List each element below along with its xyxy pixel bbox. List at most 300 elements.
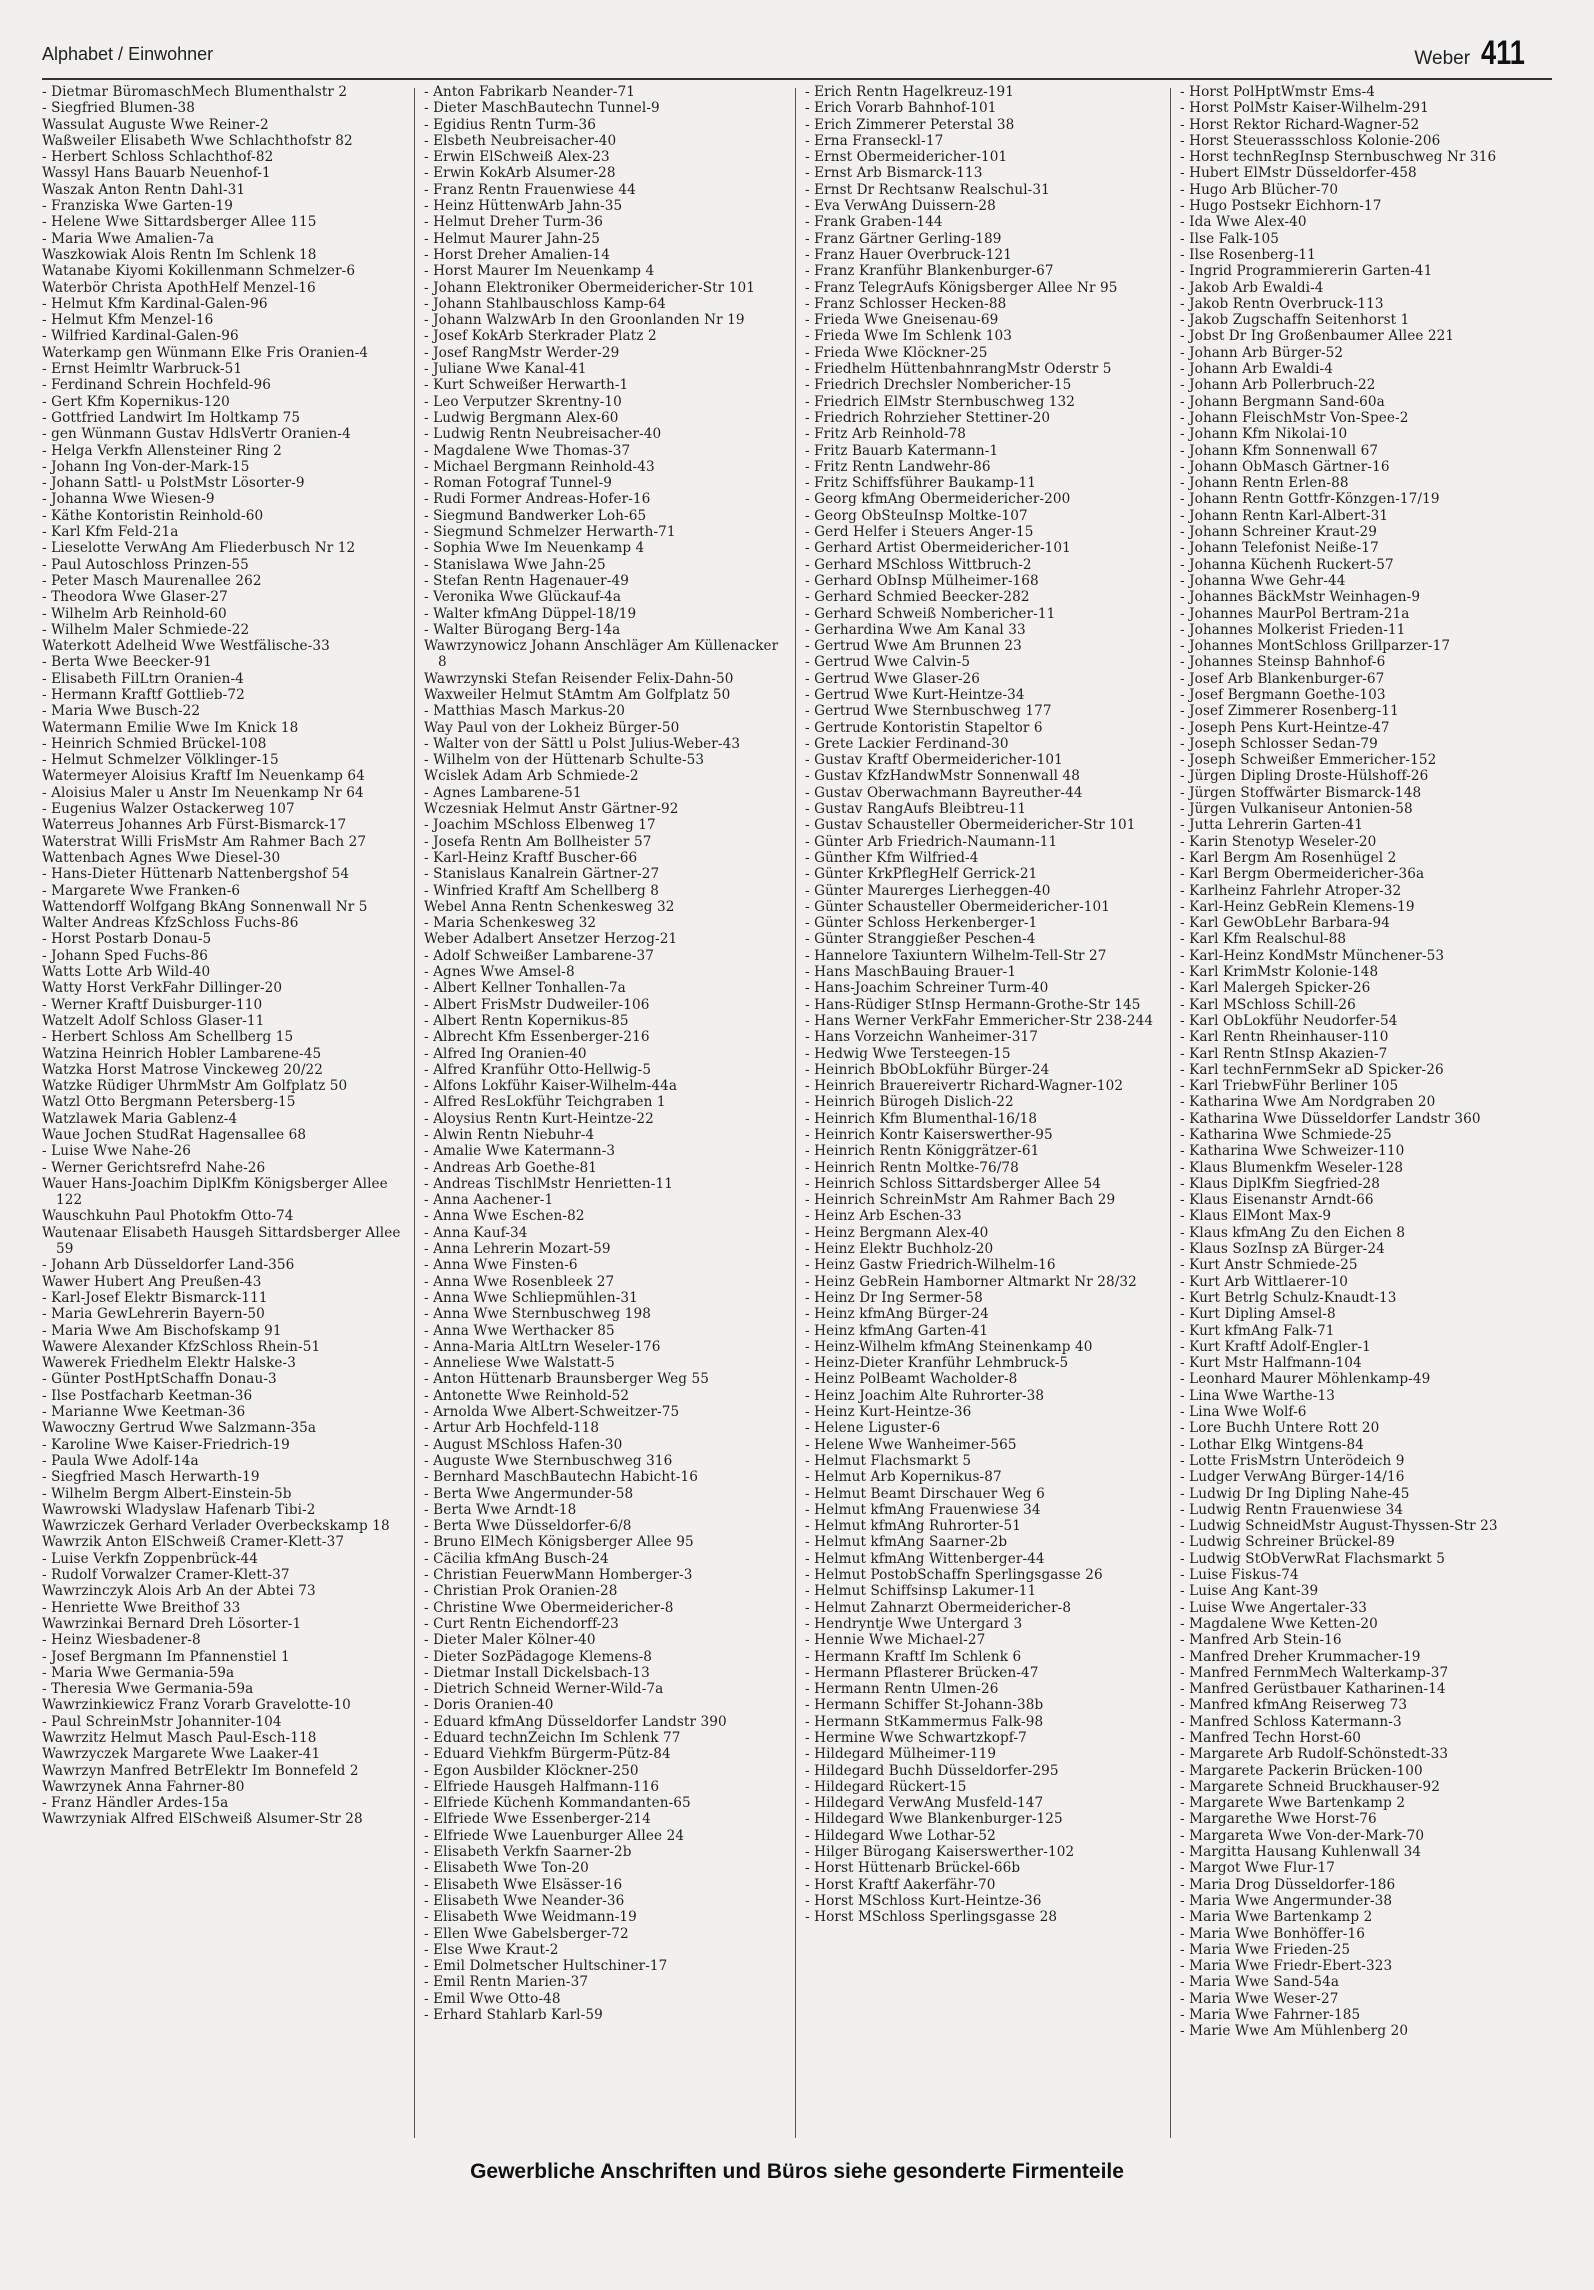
directory-entry: Watzke Rüdiger UhrmMstr Am Golfplatz 50 xyxy=(42,1078,348,1095)
directory-entry: - Ludwig StObVerwRat Flachsmarkt 5 xyxy=(1180,1550,1445,1567)
directory-entry: - Margitta Hausang Kuhlenwall 34 xyxy=(1180,1844,1422,1861)
directory-entry: - Gerhardina Wwe Am Kanal 33 xyxy=(805,621,1026,638)
directory-entry: - Helene Wwe Wanheimer-565 xyxy=(805,1436,1017,1453)
directory-entry: - Hugo Postsekr Eichhorn-17 xyxy=(1180,198,1382,215)
directory-entry: - Anneliese Wwe Walstatt-5 xyxy=(424,1355,615,1372)
directory-entry: - Helmut Schiffsinsp Lakumer-11 xyxy=(805,1583,1037,1600)
directory-entry: - Johannes MontSchloss Grillparzer-17 xyxy=(1180,638,1451,655)
directory-entry: - Heinz kfmAng Bürger-24 xyxy=(805,1306,989,1323)
header-rule xyxy=(42,78,1552,80)
directory-entry: Watzlawek Maria Gablenz-4 xyxy=(42,1110,238,1127)
directory-entry: - Helmut Arb Kopernikus-87 xyxy=(805,1469,1002,1486)
directory-entry: - Helmut Zahnarzt Obermeidericher-8 xyxy=(805,1599,1072,1616)
directory-entry: - Margareta Wwe Von-der-Mark-70 xyxy=(1180,1827,1425,1844)
directory-entry: - Horst Hüttenarb Brückel-66b xyxy=(805,1860,1021,1877)
directory-entry: Wawrzyniak Alfred ElSchweiß Alsumer-Str 28 xyxy=(42,1811,363,1828)
directory-entry: - Klaus Blumenkfm Weseler-128 xyxy=(1180,1159,1404,1176)
directory-entry: - Erich Zimmerer Peterstal 38 xyxy=(805,116,1015,133)
directory-entry: - Margarete Schneid Bruckhauser-92 xyxy=(1180,1778,1440,1795)
directory-entry: - Dietmar BüromaschMech Blumenthalstr 2 xyxy=(42,84,348,100)
directory-entry: - Kurt Kraftf Adolf-Engler-1 xyxy=(1180,1338,1371,1355)
directory-entry: - Emil Dolmetscher Hultschiner-17 xyxy=(424,1958,668,1975)
directory-entry: - Christine Wwe Obermeidericher-8 xyxy=(424,1599,674,1616)
directory-entry: Wawrzyczek Margarete Wwe Laaker-41 xyxy=(42,1746,321,1763)
directory-entry: - Elfriede Küchenh Kommandanten-65 xyxy=(424,1795,691,1812)
directory-entry: - Hermine Wwe Schwartzkopf-7 xyxy=(805,1729,1027,1746)
directory-entry: - Heinz Bergmann Alex-40 xyxy=(805,1224,989,1241)
directory-entry: - Hans-Joachim Schreiner Turm-40 xyxy=(805,980,1049,997)
directory-entry: Waterkott Adelheid Wwe Westfälische-33 xyxy=(42,638,330,655)
directory-entry: - Gustav RangAufs Bleibtreu-11 xyxy=(805,801,1027,818)
directory-entry: - Margarethe Wwe Horst-76 xyxy=(1180,1811,1377,1828)
directory-entry: Wautenaar Elisabeth Hausgeh Sittardsberger Allee 59 xyxy=(42,1224,401,1258)
directory-entry: - Magdalene Wwe Ketten-20 xyxy=(1180,1615,1378,1632)
directory-entry: - Maria Drog Düsseldorfer-186 xyxy=(1180,1876,1396,1893)
directory-entry: - Anna Aachener-1 xyxy=(424,1192,554,1209)
directory-entry: Wawrowski Wladyslaw Hafenarb Tibi-2 xyxy=(42,1501,316,1518)
directory-entry: - Karl-Heinz Kraftf Buscher-66 xyxy=(424,849,638,866)
directory-entry: - Else Wwe Kraut-2 xyxy=(424,1941,559,1958)
directory-entry: - Andreas Arb Goethe-81 xyxy=(424,1159,598,1176)
directory-entry: - Manfred FernmMech Walterkamp-37 xyxy=(1180,1664,1449,1681)
directory-entry: Watzl Otto Bergmann Petersberg-15 xyxy=(42,1094,296,1111)
directory-entry: - Erich Rentn Hagelkreuz-191 xyxy=(805,84,1015,100)
directory-entry: - Henriette Wwe Breithof 33 xyxy=(42,1599,241,1616)
directory-entry: - Frieda Wwe Gneisenau-69 xyxy=(805,312,999,329)
directory-entry: - Gertrud Wwe Glaser-26 xyxy=(805,670,981,687)
directory-entry: - Luise Ang Kant-39 xyxy=(1180,1583,1319,1600)
directory-entry: - Gertrud Wwe Sternbuschweg 177 xyxy=(805,703,1052,720)
directory-entry: - Anna Wwe Sternbuschweg 198 xyxy=(424,1306,651,1323)
directory-entry: - Wilhelm Maler Schmiede-22 xyxy=(42,621,250,638)
directory-entry: - Manfred Arb Stein-16 xyxy=(1180,1632,1342,1649)
directory-entry: - Heinz HüttenwArb Jahn-35 xyxy=(424,198,623,215)
directory-entry: - Maria Wwe Fahrner-185 xyxy=(1180,2007,1361,2024)
directory-entry: - Franz Gärtner Gerling-189 xyxy=(805,230,1002,247)
directory-entry: - Elfriede Wwe Essenberger-214 xyxy=(424,1811,651,1828)
directory-entry: - Jakob Rentn Overbruck-113 xyxy=(1180,295,1384,312)
directory-entry: - Alfred Ing Oranien-40 xyxy=(424,1045,587,1062)
directory-entry: - Elisabeth Verkfn Saarner-2b xyxy=(424,1844,632,1861)
directory-entry: - Heinz Elektr Buchholz-20 xyxy=(805,1241,994,1258)
directory-entry: - Joseph Schweißer Emmericher-152 xyxy=(1180,752,1437,769)
directory-entry: - Hannelore Taxiuntern Wilhelm-Tell-Str 27 xyxy=(805,947,1107,964)
directory-entry: - Wilhelm von der Hüttenarb Schulte-53 xyxy=(424,752,705,769)
directory-entry: - Matthias Masch Markus-20 xyxy=(424,703,626,720)
directory-entry: - Dieter SozPädagoge Klemens-8 xyxy=(424,1648,653,1665)
directory-entry: Watanabe Kiyomi Kokillenmann Schmelzer-6 xyxy=(42,263,356,280)
directory-entry: - Karoline Wwe Kaiser-Friedrich-19 xyxy=(42,1436,290,1453)
directory-columns xyxy=(42,84,1552,2144)
directory-entry: - Heinz GebRein Hamborner Altmarkt Nr 28/32 xyxy=(805,1273,1137,1290)
directory-entry: - Berta Wwe Angermunder-58 xyxy=(424,1485,634,1502)
directory-entry: - Günter KrkPflegHelf Gerrick-21 xyxy=(805,866,1038,883)
directory-entry: - Maria Wwe Germania-59a xyxy=(42,1664,235,1681)
directory-entry: - Helmut Dreher Turm-36 xyxy=(424,214,604,231)
directory-entry: - Karl Kfm Realschul-88 xyxy=(1180,931,1347,948)
directory-entry: - Heinrich Rentn Moltke-76/78 xyxy=(805,1159,1019,1176)
directory-entry: - Georg kfmAng Obermeidericher-200 xyxy=(805,491,1071,508)
directory-entry: - Günter PostHptSchaffn Donau-3 xyxy=(42,1371,277,1388)
directory-entry: - Ludger VerwAng Bürger-14/16 xyxy=(1180,1469,1405,1486)
directory-entry: - Luise Wwe Nahe-26 xyxy=(42,1143,191,1160)
directory-entry: Wcislek Adam Arb Schmiede-2 xyxy=(424,768,639,785)
directory-entry: - Gustav Schausteller Obermeidericher-Str 101 xyxy=(805,817,1136,834)
directory-column-4 xyxy=(1180,84,1540,2144)
directory-entry: - Albert Rentn Kopernikus-85 xyxy=(424,1012,629,1029)
directory-entry: - Margarete Wwe Bartenkamp 2 xyxy=(1180,1795,1406,1812)
directory-entry: - Jürgen Stoffwärter Bismarck-148 xyxy=(1180,784,1422,801)
directory-entry: - Walter kfmAng Düppel-18/19 xyxy=(424,605,637,622)
directory-entry: Waßweiler Elisabeth Wwe Schlachthofstr 82 xyxy=(42,132,353,149)
directory-entry: - Albert Kellner Tonhallen-7a xyxy=(424,980,626,997)
directory-entry: - Josefa Rentn Am Bollheister 57 xyxy=(424,833,652,850)
directory-entry: - Siegfried Blumen-38 xyxy=(42,100,196,117)
directory-column-1 xyxy=(42,84,402,2144)
directory-entry: - Johann Arb Düsseldorfer Land-356 xyxy=(42,1257,295,1274)
directory-entry: - Helmut kfmAng Ruhrorter-51 xyxy=(805,1518,1021,1535)
directory-entry: - Marie Wwe Am Mühlenberg 20 xyxy=(1180,2023,1409,2040)
directory-entry: - Dieter MaschBautechn Tunnel-9 xyxy=(424,100,660,117)
directory-entry: - Gerhard Artist Obermeidericher-101 xyxy=(805,540,1071,557)
directory-entry: - Hilger Bürogang Kaiserswerther-102 xyxy=(805,1844,1075,1861)
directory-entry: - Gertrude Kontoristin Stapeltor 6 xyxy=(805,719,1043,736)
directory-entry: - Ingrid Programmiererin Garten-41 xyxy=(1180,263,1433,280)
directory-entry: - Ludwig Bergmann Alex-60 xyxy=(424,409,619,426)
directory-entry: - Günter Schausteller Obermeidericher-101 xyxy=(805,898,1111,915)
directory-entry: - Artur Arb Hochfeld-118 xyxy=(424,1420,600,1437)
directory-entry: - Egon Ausbilder Klöckner-250 xyxy=(424,1762,639,1779)
directory-entry: - Klaus Eisenanstr Arndt-66 xyxy=(1180,1192,1374,1209)
directory-entry: - Erhard Stahlarb Karl-59 xyxy=(424,2007,603,2024)
directory-entry: - Helmut Maurer Jahn-25 xyxy=(424,230,600,247)
directory-entry: - Ernst Arb Bismarck-113 xyxy=(805,165,983,182)
directory-entry: Watermeyer Aloisius Kraftf Im Neuenkamp 64 xyxy=(42,768,365,785)
directory-entry: Watzina Heinrich Hobler Lambarene-45 xyxy=(42,1045,322,1062)
directory-entry: - Manfred Gerüstbauer Katharinen-14 xyxy=(1180,1681,1446,1698)
directory-entry: Wattenbach Agnes Wwe Diesel-30 xyxy=(42,849,281,866)
directory-entry: - Maria Wwe Weser-27 xyxy=(1180,1990,1339,2007)
directory-entry: - Heinz PolBeamt Wacholder-8 xyxy=(805,1371,1018,1388)
directory-entry: Wawrzynek Anna Fahrner-80 xyxy=(42,1778,245,1795)
directory-entry: - Johann Sattl- u PolstMstr Lösorter-9 xyxy=(42,475,305,492)
directory-entry: - Maria Wwe Amalien-7a xyxy=(42,230,215,247)
directory-entry: Wawrzinkai Bernard Dreh Lösorter-1 xyxy=(42,1615,302,1632)
directory-entry: - Karl-Heinz GebRein Klemens-19 xyxy=(1180,898,1415,915)
directory-entry: - Paula Wwe Adolf-14a xyxy=(42,1452,199,1469)
directory-entry: - Heinrich Rentn Königgrätzer-61 xyxy=(805,1143,1040,1160)
directory-entry: - Klaus SozInsp zA Bürger-24 xyxy=(1180,1241,1385,1258)
directory-entry: - Manfred Schloss Katermann-3 xyxy=(1180,1713,1402,1730)
directory-entry: - Jürgen Vulkaniseur Antonien-58 xyxy=(1180,801,1413,818)
directory-entry: - Siegfried Masch Herwarth-19 xyxy=(42,1469,260,1486)
directory-entry: - Curt Rentn Eichendorff-23 xyxy=(424,1615,619,1632)
directory-entry: - Leo Verputzer Skrentny-10 xyxy=(424,393,622,410)
directory-entry: - Johann Rentn Karl-Albert-31 xyxy=(1180,507,1389,524)
directory-entry: - Stanislaus Kanalrein Gärtner-27 xyxy=(424,866,660,883)
directory-entry: - Karl Bergm Am Rosenhügel 2 xyxy=(1180,849,1397,866)
directory-entry: - Johann Arb Bürger-52 xyxy=(1180,344,1344,361)
directory-entry: - Maria GewLehrerin Bayern-50 xyxy=(42,1306,265,1323)
directory-entry: - Eva VerwAng Duissern-28 xyxy=(805,198,996,215)
directory-entry: - Agnes Lambarene-51 xyxy=(424,784,582,801)
directory-entry: - Amalie Wwe Katermann-3 xyxy=(424,1143,616,1160)
directory-entry: - Karl Malergeh Spicker-26 xyxy=(1180,980,1371,997)
directory-entry: - Hans MaschBauing Brauer-1 xyxy=(805,964,1017,981)
directory-entry: - Johann ObMasch Gärtner-16 xyxy=(1180,458,1390,475)
directory-entry: - Kurt Dipling Amsel-8 xyxy=(1180,1306,1336,1323)
directory-entry: - Gerd Helfer i Steuers Anger-15 xyxy=(805,524,1034,541)
directory-entry: Wauschkuhn Paul Photokfm Otto-74 xyxy=(42,1208,294,1225)
directory-entry: - Marianne Wwe Keetman-36 xyxy=(42,1404,246,1421)
footer-note: Gewerbliche Anschriften und Büros siehe gesonderte Firmenteile xyxy=(470,2160,1124,2183)
directory-entry: Wawoczny Gertrud Wwe Salzmann-35a xyxy=(42,1420,317,1437)
directory-entry: - Anna Wwe Rosenbleek 27 xyxy=(424,1273,615,1290)
directory-entry: - Grete Lackier Ferdinand-30 xyxy=(805,735,1009,752)
directory-entry: - Manfred Dreher Krummacher-19 xyxy=(1180,1648,1421,1665)
directory-entry: - Hermann StKammermus Falk-98 xyxy=(805,1713,1044,1730)
directory-entry: - Jakob Arb Ewaldi-4 xyxy=(1180,279,1324,296)
directory-entry: - Ida Wwe Alex-40 xyxy=(1180,214,1307,231)
directory-entry: - Juliane Wwe Kanal-41 xyxy=(424,361,587,378)
directory-entry: - Friedrich ElMstr Sternbuschweg 132 xyxy=(805,393,1076,410)
directory-entry: Wawrzitz Helmut Masch Paul-Esch-118 xyxy=(42,1729,317,1746)
directory-entry: Watzka Horst Matrose Vinckeweg 20/22 xyxy=(42,1061,324,1078)
directory-entry: - Erich Vorarb Bahnhof-101 xyxy=(805,100,997,117)
directory-entry: - Lieselotte VerwAng Am Fliederbusch Nr 12 xyxy=(42,540,356,557)
directory-entry: - Anna Wwe Schliepmühlen-31 xyxy=(424,1289,638,1306)
directory-entry: Wauer Hans-Joachim DiplKfm Königsberger Allee 122 xyxy=(42,1175,388,1209)
directory-entry: - Johann Telefonist Neiße-17 xyxy=(1180,540,1379,557)
directory-entry: - Johann Elektroniker Obermeidericher-Str 101 xyxy=(424,279,755,296)
directory-entry: Weber Adalbert Ansetzer Herzog-21 xyxy=(424,931,678,948)
directory-entry: - Josef Bergmann Goethe-103 xyxy=(1180,686,1386,703)
directory-entry: - Wilhelm Arb Reinhold-60 xyxy=(42,605,227,622)
directory-entry: Waterstrat Willi FrisMstr Am Rahmer Bach 27 xyxy=(42,833,367,850)
directory-entry: - Eduard technZeichn Im Schlenk 77 xyxy=(424,1729,681,1746)
directory-entry: - Franz Kranführ Blankenburger-67 xyxy=(805,263,1054,280)
directory-entry: - Frieda Wwe Im Schlenk 103 xyxy=(805,328,1012,345)
directory-entry: - Günter Schloss Herkenberger-1 xyxy=(805,915,1038,932)
directory-entry: - Maria Wwe Sand-54a xyxy=(1180,1974,1340,1991)
directory-entry: - Bernhard MaschBautechn Habicht-16 xyxy=(424,1469,698,1486)
directory-entry: - Johann Kfm Sonnenwall 67 xyxy=(1180,442,1379,459)
directory-entry: - Karl technFernmSekr aD Spicker-26 xyxy=(1180,1061,1444,1078)
directory-entry: - Karl-Heinz KondMstr Münchener-53 xyxy=(1180,947,1445,964)
directory-entry: - Karl MSchloss Schill-26 xyxy=(1180,996,1356,1013)
directory-entry: - Gerhard MSchloss Wittbruch-2 xyxy=(805,556,1032,573)
directory-entry: - Hendryntje Wwe Untergard 3 xyxy=(805,1615,1023,1632)
directory-entry: - Adolf Schweißer Lambarene-37 xyxy=(424,947,655,964)
directory-entry: - Maria Wwe Busch-22 xyxy=(42,703,201,720)
directory-entry: - Gerhard ObInsp Mülheimer-168 xyxy=(805,572,1039,589)
directory-entry: - Maria Schenkesweg 32 xyxy=(424,915,597,932)
directory-entry: - Margarete Packerin Brücken-100 xyxy=(1180,1762,1423,1779)
directory-entry: - Paul SchreinMstr Johanniter-104 xyxy=(42,1713,282,1730)
directory-entry: - Johanna Küchenh Ruckert-57 xyxy=(1180,556,1394,573)
directory-entry: - Joseph Pens Kurt-Heintze-47 xyxy=(1180,719,1390,736)
directory-entry: - Johann Rentn Erlen-88 xyxy=(1180,475,1349,492)
directory-entry: - Horst Postarb Donau-5 xyxy=(42,931,212,948)
directory-entry: - Karl Rentn StInsp Akazien-7 xyxy=(1180,1045,1388,1062)
directory-entry: - Eduard kfmAng Düsseldorfer Landstr 390 xyxy=(424,1713,727,1730)
directory-entry: - Friedrich Rohrzieher Stettiner-20 xyxy=(805,409,1051,426)
directory-entry: - Franz Schlosser Hecken-88 xyxy=(805,295,1007,312)
directory-entry: - Kurt Betrlg Schulz-Knaudt-13 xyxy=(1180,1289,1397,1306)
directory-entry: - Alfons Lokführ Kaiser-Wilhelm-44a xyxy=(424,1078,678,1095)
directory-entry: - Franziska Wwe Garten-19 xyxy=(42,198,233,215)
directory-entry: - Elisabeth Wwe Weidmann-19 xyxy=(424,1909,637,1926)
directory-entry: - Elfriede Wwe Lauenburger Allee 24 xyxy=(424,1827,685,1844)
directory-entry: - Johannes Steinsp Bahnhof-6 xyxy=(1180,654,1386,671)
directory-entry: - Siegmund Bandwerker Loh-65 xyxy=(424,507,647,524)
directory-entry: - Heinz Joachim Alte Ruhrorter-38 xyxy=(805,1387,1045,1404)
directory-entry: - Lotte FrisMstrn Unterödeich 9 xyxy=(1180,1452,1405,1469)
directory-entry: - Aloysius Rentn Kurt-Heintze-22 xyxy=(424,1110,654,1127)
directory-entry: - Heinrich Bürogeh Dislich-22 xyxy=(805,1094,1014,1111)
running-head-name: Weber xyxy=(1414,48,1471,69)
directory-entry: - Herbert Schloss Am Schellberg 15 xyxy=(42,1029,294,1046)
directory-entry: - Lina Wwe Warthe-13 xyxy=(1180,1387,1335,1404)
directory-entry: Waxweiler Helmut StAmtm Am Golfplatz 50 xyxy=(424,686,731,703)
directory-entry: - Heinz Kurt-Heintze-36 xyxy=(805,1404,972,1421)
directory-entry: - Johann Arb Pollerbruch-22 xyxy=(1180,377,1376,394)
directory-entry: - Horst PolHptWmstr Ems-4 xyxy=(1180,84,1376,100)
directory-entry: - Johannes BäckMstr Weinhagen-9 xyxy=(1180,589,1421,606)
directory-entry: - Helmut PostobSchaffn Sperlingsgasse 26 xyxy=(805,1567,1103,1584)
directory-entry: - Josef Arb Blankenburger-67 xyxy=(1180,670,1385,687)
directory-entry: Walter Andreas KfzSchloss Fuchs-86 xyxy=(42,915,299,932)
directory-entry: - Peter Masch Maurenallee 262 xyxy=(42,572,262,589)
directory-entry: - Luise Wwe Angertaler-33 xyxy=(1180,1599,1368,1616)
directory-entry: - Helmut kfmAng Wittenberger-44 xyxy=(805,1550,1045,1567)
directory-entry: - Horst Rektor Richard-Wagner-52 xyxy=(1180,116,1420,133)
directory-entry: - Lothar Elkg Wintgens-84 xyxy=(1180,1436,1364,1453)
directory-entry: - Jakob Zugschaffn Seitenhorst 1 xyxy=(1180,312,1410,329)
directory-entry: - Werner Gerichtsrefrd Nahe-26 xyxy=(42,1159,266,1176)
directory-entry: - Johannes MaurPol Bertram-21a xyxy=(1180,605,1410,622)
directory-entry: - Gustav Kraftf Obermeidericher-101 xyxy=(805,752,1063,769)
directory-entry: - Josef Bergmann Im Pfannenstiel 1 xyxy=(42,1648,290,1665)
directory-entry: - Heinrich SchreinMstr Am Rahmer Bach 29 xyxy=(805,1192,1116,1209)
directory-entry: - Klaus kfmAng Zu den Eichen 8 xyxy=(1180,1224,1406,1241)
directory-entry: - Karl Bergm Obermeidericher-36a xyxy=(1180,866,1425,883)
directory-entry: - Heinz-Wilhelm kfmAng Steinenkamp 40 xyxy=(805,1338,1093,1355)
directory-entry: - Karl ObLokführ Neudorfer-54 xyxy=(1180,1012,1398,1029)
directory-entry: - Lore Buchh Untere Rott 20 xyxy=(1180,1420,1380,1437)
directory-entry: - Luise Verkfn Zoppenbrück-44 xyxy=(42,1550,259,1567)
directory-entry: - Ernst Dr Rechtsanw Realschul-31 xyxy=(805,181,1050,198)
directory-entry: - Werner Kraftf Duisburger-110 xyxy=(42,996,263,1013)
directory-entry: - Rudolf Vorwalzer Cramer-Klett-37 xyxy=(42,1567,290,1584)
directory-entry: - Paul Autoschloss Prinzen-55 xyxy=(42,556,249,573)
directory-entry: - Walter Bürogang Berg-14a xyxy=(424,621,621,638)
directory-entry: - Doris Oranien-40 xyxy=(424,1697,554,1714)
directory-entry: Watermann Emilie Wwe Im Knick 18 xyxy=(42,719,299,736)
directory-entry: Wassulat Auguste Wwe Reiner-2 xyxy=(42,116,269,133)
directory-entry: - Katharina Wwe Schweizer-110 xyxy=(1180,1143,1405,1160)
directory-entry: Wawrzinkiewicz Franz Vorarb Gravelotte-10 xyxy=(42,1697,351,1714)
directory-entry: - Kurt Arb Wittlaerer-10 xyxy=(1180,1273,1348,1290)
directory-entry: - Veronika Wwe Glückauf-4a xyxy=(424,589,622,606)
directory-entry: - Kurt Schweißer Herwarth-1 xyxy=(424,377,629,394)
directory-entry: - Hildegard Wwe Blankenburger-125 xyxy=(805,1811,1063,1828)
directory-entry: - Heinz kfmAng Garten-41 xyxy=(805,1322,989,1339)
directory-entry: - Ernst Heimltr Warbruck-51 xyxy=(42,361,243,378)
directory-entry: - Heinrich Brauereivertr Richard-Wagner-102 xyxy=(805,1078,1124,1095)
directory-entry: Waszak Anton Rentn Dahl-31 xyxy=(42,181,246,198)
directory-entry: - Ilse Falk-105 xyxy=(1180,230,1279,247)
directory-entry: - Klaus DiplKfm Siegfried-28 xyxy=(1180,1175,1380,1192)
directory-entry: - Joseph Schlosser Sedan-79 xyxy=(1180,735,1378,752)
directory-entry: - Andreas TischlMstr Henrietten-11 xyxy=(424,1175,673,1192)
directory-entry: - Hermann Kraftf Gottlieb-72 xyxy=(42,686,245,703)
directory-entry: - Hildegard Mülheimer-119 xyxy=(805,1746,997,1763)
directory-entry: - Rudi Former Andreas-Hofer-16 xyxy=(424,491,651,508)
directory-entry: - Stanislawa Wwe Jahn-25 xyxy=(424,556,606,573)
directory-entry: - Sophia Wwe Im Neuenkamp 4 xyxy=(424,540,645,557)
directory-entry: - Helene Liguster-6 xyxy=(805,1420,941,1437)
directory-entry: - Egidius Rentn Turm-36 xyxy=(424,116,596,133)
directory-entry: - Emil Wwe Otto-48 xyxy=(424,1990,561,2007)
directory-entry: - Hermann Schiffer St-Johann-38b xyxy=(805,1697,1044,1714)
directory-entry: - Elisabeth FilLtrn Oranien-4 xyxy=(42,670,244,687)
directory-entry: - Karl GewObLehr Barbara-94 xyxy=(1180,915,1390,932)
directory-entry: - Anna Wwe Werthacker 85 xyxy=(424,1322,615,1339)
directory-entry: - Cäcilia kfmAng Busch-24 xyxy=(424,1550,609,1567)
directory-entry: - Alfred Kranführ Otto-Hellwig-5 xyxy=(424,1061,652,1078)
directory-entry: - Christian FeuerwMann Homberger-3 xyxy=(424,1567,693,1584)
directory-entry: - Winfried Kraftf Am Schellberg 8 xyxy=(424,882,659,899)
page-header xyxy=(42,34,1536,78)
directory-entry: - Aloisius Maler u Anstr Im Neuenkamp Nr 64 xyxy=(42,784,364,801)
directory-entry: - Berta Wwe Düsseldorfer-6/8 xyxy=(424,1518,632,1535)
directory-entry: - Anna Wwe Eschen-82 xyxy=(424,1208,585,1225)
directory-entry: - Günther Kfm Wilfried-4 xyxy=(805,849,979,866)
directory-entry: - Hugo Arb Blücher-70 xyxy=(1180,181,1339,198)
directory-entry: - Heinrich Schloss Sittardsberger Allee 54 xyxy=(805,1175,1102,1192)
directory-entry: - Frank Graben-144 xyxy=(805,214,943,231)
directory-entry: - August MSchloss Hafen-30 xyxy=(424,1436,623,1453)
directory-entry: - Helmut Schmelzer Völklinger-15 xyxy=(42,752,279,769)
directory-entry: - Gertrud Wwe Kurt-Heintze-34 xyxy=(805,686,1025,703)
directory-entry: - Dietmar Install Dickelsbach-13 xyxy=(424,1664,650,1681)
directory-entry: - Horst Maurer Im Neuenkamp 4 xyxy=(424,263,655,280)
directory-entry: - Johann Rentn Gottfr-Könzgen-17/19 xyxy=(1180,491,1440,508)
directory-entry: - gen Wünmann Gustav HdlsVertr Oranien-4 xyxy=(42,426,351,443)
directory-entry: Webel Anna Rentn Schenkesweg 32 xyxy=(424,898,675,915)
directory-entry: - Helmut Kfm Kardinal-Galen-96 xyxy=(42,295,268,312)
directory-entry: - Karin Stenotyp Weseler-20 xyxy=(1180,833,1377,850)
directory-entry: - Helmut Flachsmarkt 5 xyxy=(805,1452,972,1469)
directory-entry: - Maria Wwe Friedr-Ebert-323 xyxy=(1180,1958,1393,1975)
directory-entry: - Anton Hüttenarb Braunsberger Weg 55 xyxy=(424,1371,709,1388)
directory-entry: - Karlheinz Fahrlehr Atroper-32 xyxy=(1180,882,1402,899)
directory-entry: - Hennie Wwe Michael-27 xyxy=(805,1632,986,1649)
directory-entry: - Maria Wwe Frieden-25 xyxy=(1180,1941,1351,1958)
directory-entry: Wassyl Hans Bauarb Neuenhof-1 xyxy=(42,165,271,182)
directory-entry: - Maria Wwe Bonhöffer-16 xyxy=(1180,1925,1365,1942)
directory-entry: - Albert FrisMstr Dudweiler-106 xyxy=(424,996,650,1013)
directory-entry: - Katharina Wwe Schmiede-25 xyxy=(1180,1127,1392,1143)
directory-entry: - Ludwig Schreiner Brückel-89 xyxy=(1180,1534,1395,1551)
directory-entry: - Franz Hauer Overbruck-121 xyxy=(805,246,1012,263)
directory-entry: - Karl KrimMstr Kolonie-148 xyxy=(1180,964,1379,981)
directory-entry: - Alwin Rentn Niebuhr-4 xyxy=(424,1127,595,1143)
directory-entry: - Jürgen Dipling Droste-Hülshoff-26 xyxy=(1180,768,1429,785)
directory-entry: - Heinz Arb Eschen-33 xyxy=(805,1208,962,1225)
directory-entry: - Katharina Wwe Am Nordgraben 20 xyxy=(1180,1094,1436,1111)
